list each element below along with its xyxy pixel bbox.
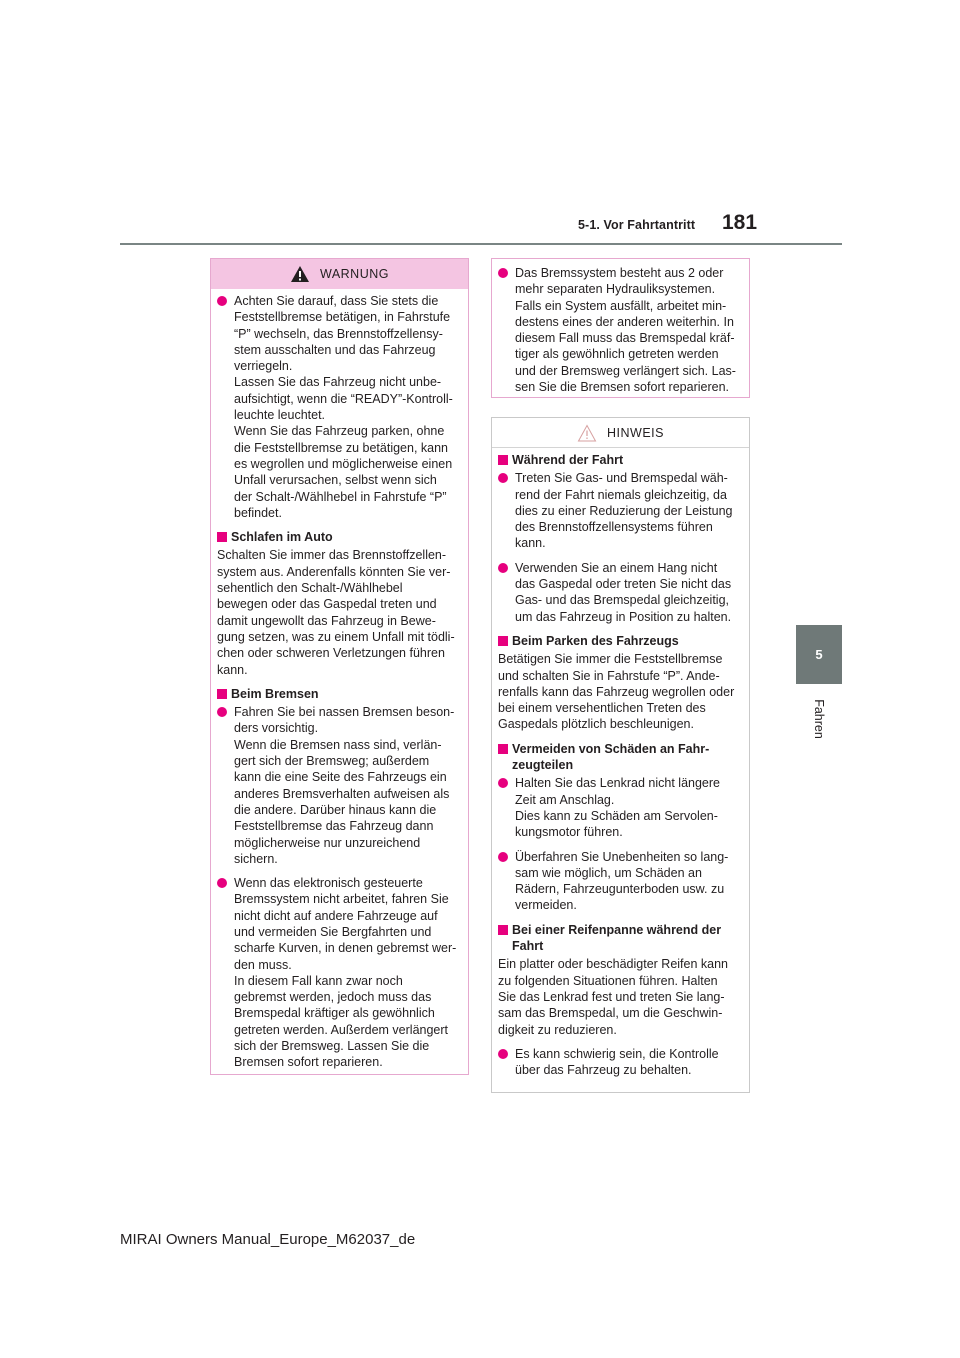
text-line: und vermeiden Sie Bergfahrten und	[234, 924, 432, 939]
text-line: verriegeln.	[234, 359, 293, 374]
text-line: Es kann schwierig sein, die Kontrolle	[515, 1046, 719, 1061]
text-line: Bremsen sofort reparieren.	[234, 1055, 383, 1070]
bullet-icon	[498, 268, 508, 278]
text-line: befindet.	[234, 505, 282, 520]
text-line: sen Sie die Bremsen sofort reparieren.	[515, 380, 729, 395]
list-item	[498, 1046, 743, 1079]
subheading-park: Beim Parken des Fahrzeugs	[498, 633, 743, 649]
bullet-icon	[498, 778, 508, 788]
text-line: der Schalt-/Wählhebel in Fahrstufe “P”	[234, 489, 447, 504]
list-item	[217, 293, 462, 521]
text-line: kann.	[515, 536, 546, 551]
text-line: das Gaspedal oder treten Sie nicht das	[515, 577, 732, 592]
text-line: des Brennstoffzellensystems führen	[515, 520, 713, 535]
text-line: Achten Sie darauf, dass Sie stets die	[234, 294, 439, 308]
chapter-tab: 5	[796, 625, 842, 684]
text-line: und schalten Sie in Fahrstufe “P”. Ande-	[498, 668, 720, 683]
square-bullet-icon	[498, 925, 508, 935]
footer-document-id: MIRAI Owners Manual_Europe_M62037_de	[120, 1231, 416, 1248]
text-line: Dies kann zu Schäden am Servolen-	[515, 808, 718, 823]
text-line: renfalls kann das Fahrzeug wegrollen oder	[498, 684, 735, 699]
text-line: vermeiden.	[515, 898, 577, 913]
subheading-drive: Während der Fahrt	[498, 452, 743, 468]
warning-box-continued	[491, 258, 750, 398]
warning-header	[211, 259, 468, 289]
text-line: tiger als gewöhnlich getreten werden	[515, 347, 719, 362]
text-line: Gas- und das Bremspedal gleichzeitig,	[515, 593, 730, 608]
text-line: um das Fahrzeug in Position zu halten.	[515, 609, 732, 624]
text-line: Betätigen Sie immer die Feststellbremse	[498, 652, 723, 667]
subheading-sleep: Schlafen im Auto	[217, 529, 462, 545]
text-line: Fahrt	[512, 939, 544, 954]
subheading-damage	[498, 741, 743, 774]
text-line: sehentlich den Schalt-/Wählhebel	[217, 581, 403, 596]
notice-title: HINWEIS	[607, 425, 664, 440]
text-line: sam das Bremspedal, um die Geschwin-	[498, 1006, 723, 1021]
text-line: mehr separaten Hydrauliksystemen.	[515, 282, 716, 297]
text-line: es wegrollen und möglicherweise einen	[234, 456, 453, 471]
text-line: kann die eine Seite des Fahrzeugs ein	[234, 770, 447, 785]
bullet-icon	[217, 296, 227, 306]
list-item	[498, 265, 743, 395]
square-bullet-icon	[498, 455, 508, 465]
list-item	[217, 704, 462, 867]
text-line: Vermeiden von Schäden an Fahr-	[512, 741, 710, 756]
text-line: Zeit am Anschlag.	[515, 792, 615, 807]
warning-title: WARNUNG	[319, 267, 389, 281]
warning-triangle-icon	[290, 265, 310, 283]
text-line: Sie das Lenkrad fest und treten Sie lang-	[498, 989, 725, 1004]
text-line: “P” wechseln, das Brennstoffzellensy-	[234, 326, 443, 341]
text-line: und der Bremsweg verlängert sich. Las-	[515, 363, 736, 378]
text-line: über das Fahrzeug zu behalten.	[515, 1063, 692, 1078]
text-line: Unfall verursachen, selbst wenn sich	[234, 473, 437, 488]
paragraph-sleep	[217, 547, 462, 677]
text-line: den muss.	[234, 957, 292, 972]
text-line: Das Bremssystem besteht aus 2 oder	[515, 266, 724, 280]
square-bullet-icon	[217, 532, 227, 542]
text-line: system aus. Anderenfalls könnten Sie ver-	[217, 564, 451, 579]
text-line: ders vorsichtig.	[234, 721, 319, 736]
subheading-flat-tire	[498, 922, 743, 955]
page-number: 181	[722, 211, 758, 234]
text-line: kann.	[217, 662, 248, 677]
text-line: Gaspedals plötzlich beschleunigen.	[498, 717, 694, 732]
list-item	[498, 775, 743, 840]
text-line: diesem Fall muss das Bremspedal kräf-	[515, 331, 735, 346]
paragraph-flat-tire	[498, 956, 743, 1037]
text-line: Bremspedal kräftiger als gewöhnlich	[234, 1006, 435, 1021]
text-line: Treten Sie Gas- und Bremspedal wäh-	[515, 471, 728, 486]
text-line: sichern.	[234, 851, 278, 866]
text-line: digkeit zu reduzieren.	[498, 1022, 617, 1037]
text-line: Feststellbremse das Fahrzeug dann	[234, 819, 434, 834]
list-item	[498, 470, 743, 551]
text-line: sich der Bremsweg. Lassen Sie die	[234, 1039, 430, 1054]
text-line: damit ungewollt das Fahrzeug in Bewe-	[217, 613, 436, 628]
square-bullet-icon	[498, 744, 508, 754]
text-line: Rädern, Fahrzeugunterboden usw. zu	[515, 882, 725, 897]
bullet-icon	[217, 878, 227, 888]
text-line: In diesem Fall kann zwar noch	[234, 973, 403, 988]
text-line: bewegen oder das Gaspedal treten und	[217, 597, 437, 612]
text-line: gung setzen, was zu einem Unfall mit tödli-	[217, 629, 455, 644]
notice-box	[491, 417, 750, 1093]
text-line: chen oder schweren Verletzungen führen	[217, 646, 445, 661]
text-line: destens eines der anderen weiterhin. In	[515, 314, 734, 329]
text-line: gert sich der Bremsweg; außerdem	[234, 754, 430, 769]
text-line: Bremssystem nicht arbeitet, fahren Sie	[234, 892, 449, 907]
section-title: 5-1. Vor Fahrtantritt	[578, 218, 696, 232]
notice-header	[492, 418, 749, 448]
text-line: Verwenden Sie an einem Hang nicht	[515, 560, 718, 575]
caution-triangle-icon	[577, 424, 597, 442]
text-line: Ein platter oder beschädigter Reifen kann	[498, 957, 729, 972]
text-line: Halten Sie das Lenkrad nicht längere	[515, 776, 720, 791]
text-line: Falls ein System ausfällt, arbeitet min-	[515, 298, 727, 313]
text-line: getreten werden. Außerdem verlängert	[234, 1022, 449, 1037]
text-line: kungsmotor führen.	[515, 825, 623, 840]
text-line: scharfe Kurven, in denen gebremst wer-	[234, 941, 457, 956]
text-line: zeugteilen	[512, 758, 574, 773]
paragraph-park	[498, 651, 743, 732]
bullet-icon	[498, 1049, 508, 1059]
square-bullet-icon	[498, 636, 508, 646]
text-line: Wenn die Bremsen nass sind, verlän-	[234, 737, 442, 752]
text-line: nicht dicht auf andere Fahrzeuge auf	[234, 908, 438, 923]
list-item	[498, 849, 743, 914]
text-line: Feststellbremse betätigen, in Fahrstufe	[234, 310, 451, 325]
text-line: Fahren Sie bei nassen Bremsen beson-	[234, 705, 455, 720]
text-line: bei einem versehentlichen Treten des	[498, 701, 706, 716]
bullet-icon	[498, 473, 508, 483]
header-rule	[120, 243, 842, 245]
text-line: anderes Bremsverhalten aufweisen als	[234, 786, 450, 801]
text-line: sam wie möglich, um Schäden an	[515, 865, 702, 880]
text-line: dies zu einer Reduzierung der Leistung	[515, 503, 733, 518]
warning-box	[210, 258, 469, 1075]
text-line: Wenn Sie das Fahrzeug parken, ohne	[234, 424, 445, 439]
text-line: möglicherweise nur unzureichend	[234, 835, 421, 850]
text-line: leuchte leuchtet.	[234, 408, 326, 423]
bullet-icon	[498, 563, 508, 573]
text-line: Überfahren Sie Unebenheiten so lang-	[515, 849, 729, 864]
list-item	[498, 560, 743, 625]
text-line: die andere. Darüber hinaus kann die	[234, 802, 437, 817]
text-line: stem ausschalten und das Fahrzeug	[234, 342, 436, 357]
square-bullet-icon	[217, 689, 227, 699]
bullet-icon	[498, 852, 508, 862]
text-line: Wenn das elektronisch gesteuerte	[234, 876, 423, 891]
text-line: gebremst werden, jedoch muss das	[234, 990, 432, 1005]
text-line: Lassen Sie das Fahrzeug nicht unbe-	[234, 375, 442, 390]
text-line: Schalten Sie immer das Brennstoffzellen-	[217, 548, 447, 563]
subheading-brake: Beim Bremsen	[217, 686, 462, 702]
text-line: Bei einer Reifenpanne während der	[512, 922, 722, 937]
bullet-icon	[217, 707, 227, 717]
list-item	[217, 875, 462, 1071]
text-line: rend der Fahrt niemals gleichzeitig, da	[515, 487, 727, 502]
text-line: aufsichtigt, wenn die “READY”-Kontroll-	[234, 391, 453, 406]
text-line: zu folgenden Situationen führen. Halten	[498, 973, 718, 988]
chapter-label: Fahren	[812, 699, 826, 739]
text-line: die Feststellbremse zu betätigen, kann	[234, 440, 449, 455]
